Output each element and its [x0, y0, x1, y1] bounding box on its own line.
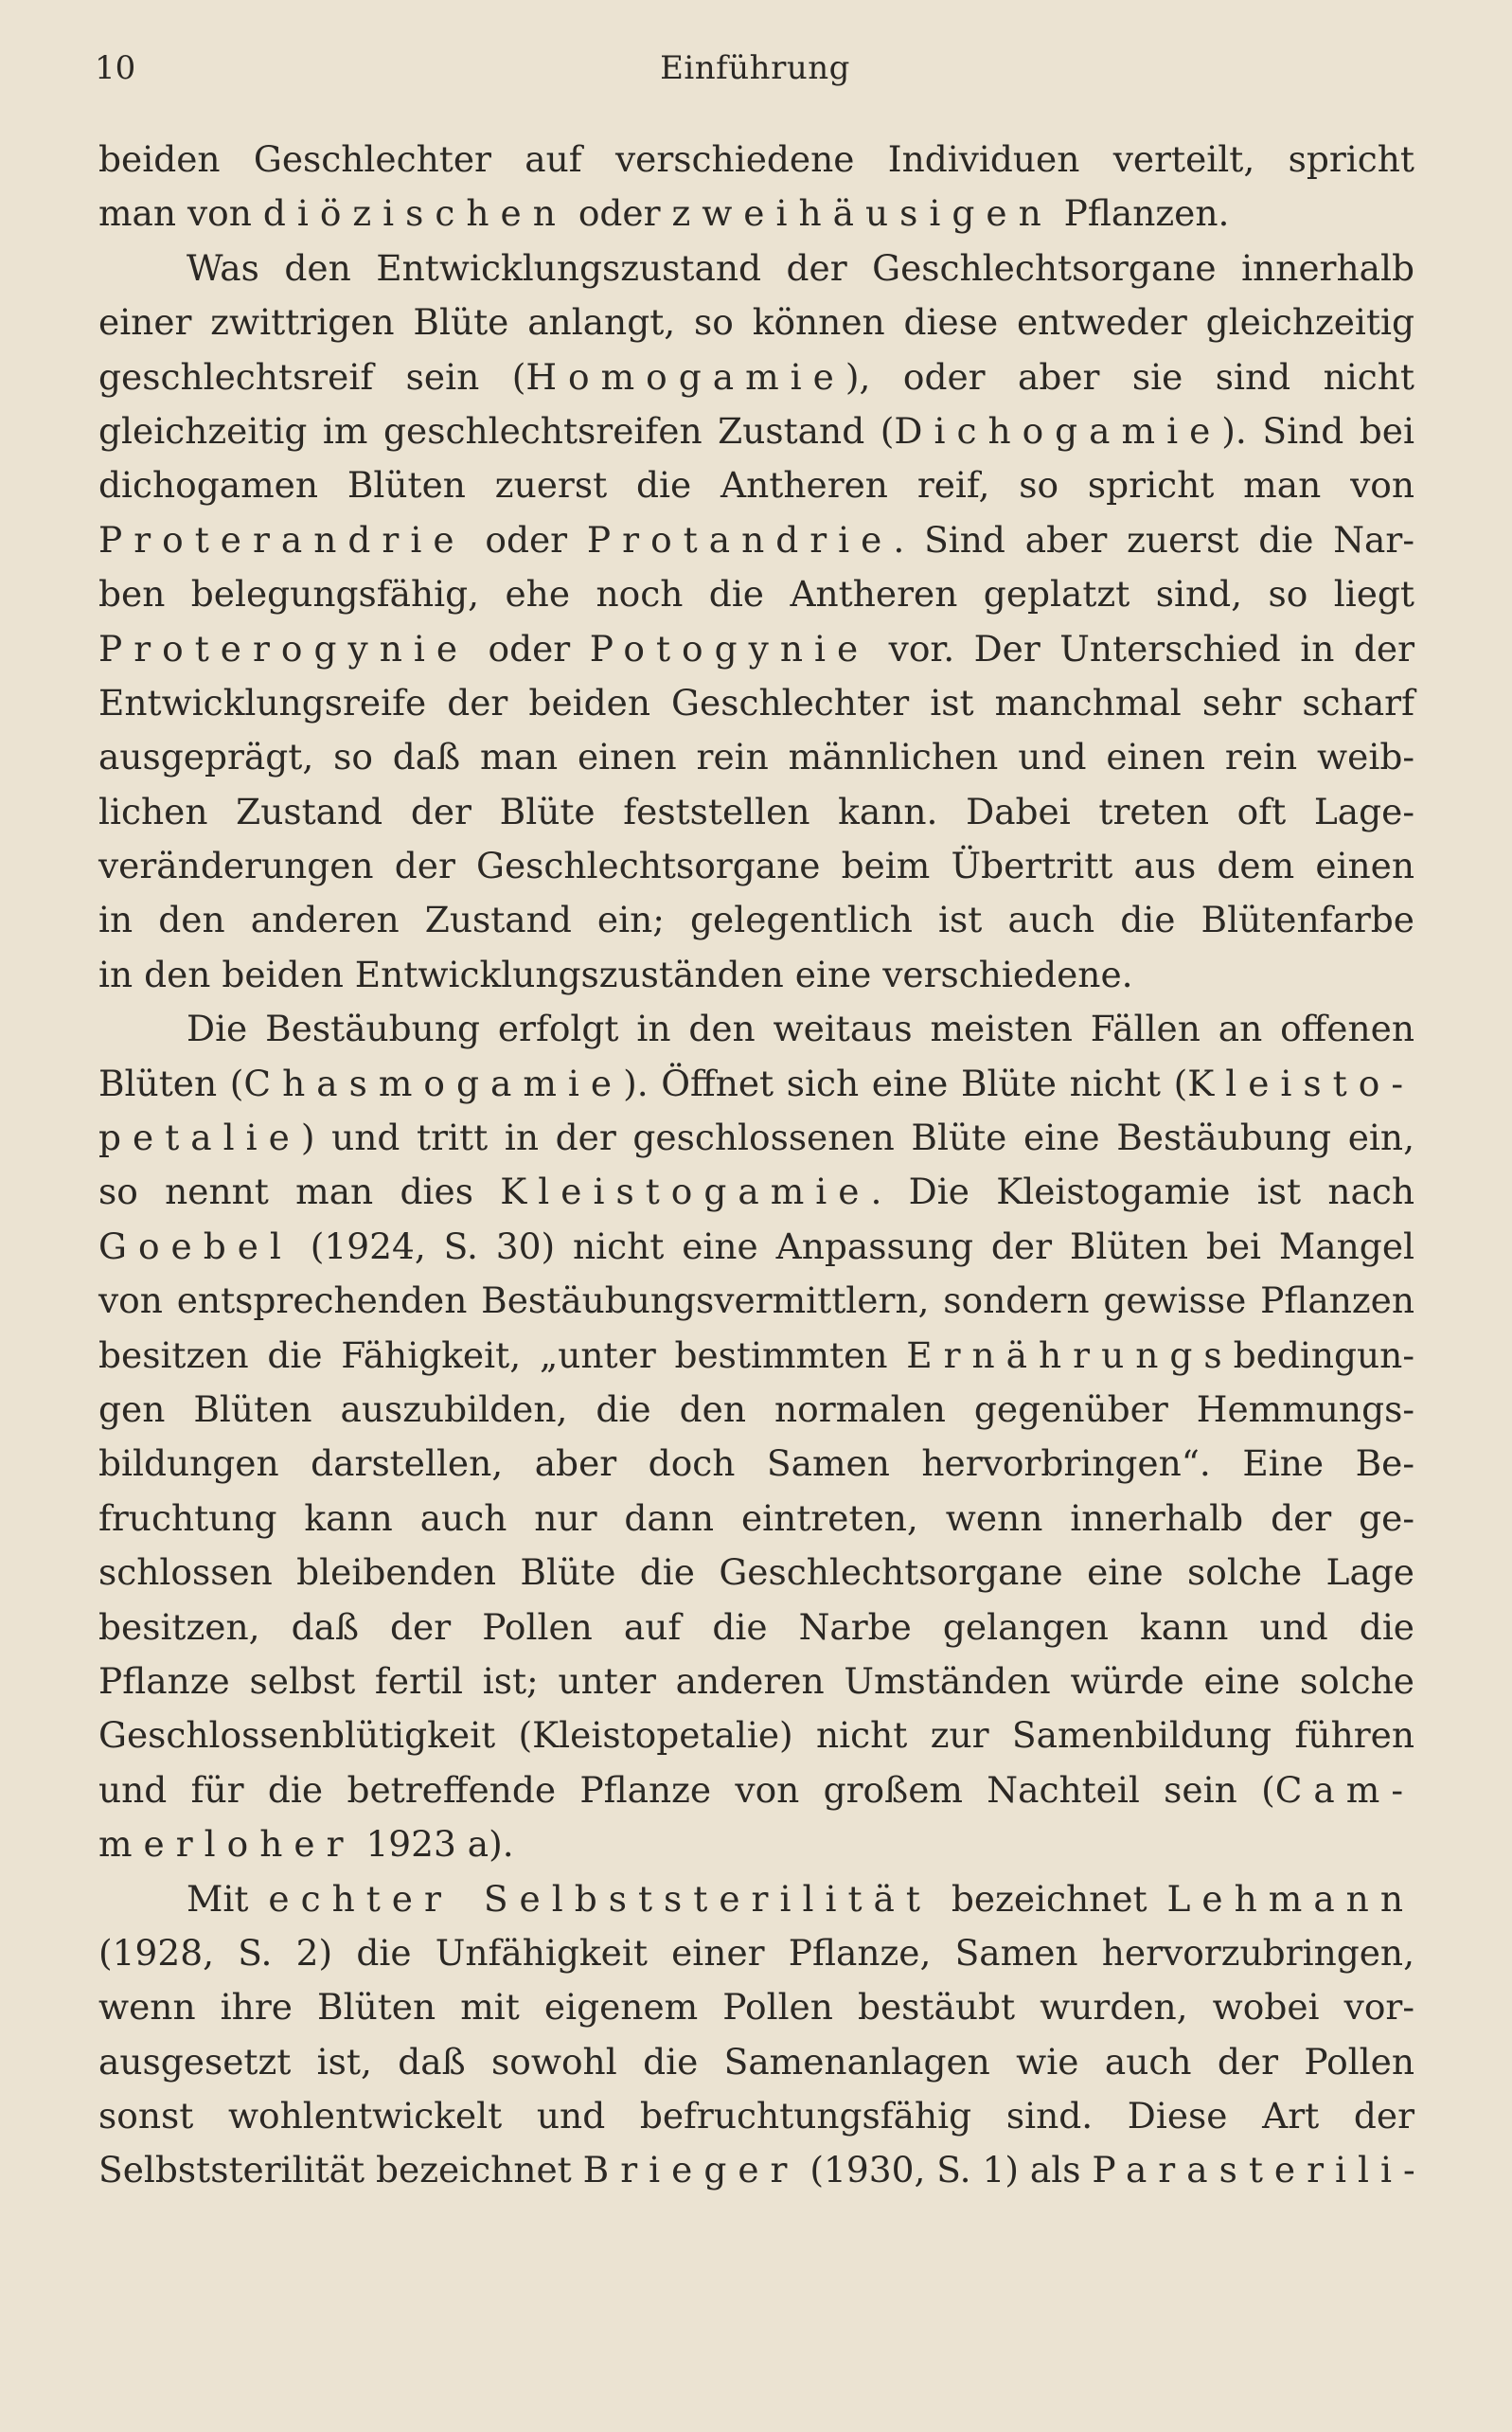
- text-line: [98, 1002, 1414, 1056]
- text-line: [98, 1546, 1414, 1600]
- text-line: [98, 133, 1414, 187]
- text-line: [98, 1708, 1414, 1762]
- text-segment: veränderungen der Geschlechtsorgane beim Übertritt aus dem einen: [98, 845, 1414, 887]
- text-line: [98, 676, 1414, 730]
- spaced-term: diözischen: [262, 192, 567, 235]
- text-segment: ausgeprägt, so daß man einen rein männlichen und einen rein weib-: [98, 736, 1414, 778]
- spaced-term: Dichogamie: [894, 409, 1222, 452]
- text-segment: ) und tritt in der geschlossenen Blüte eine Bestäubung ein,: [300, 1117, 1414, 1159]
- text-line: [98, 1980, 1414, 2034]
- text-segment: Pflanzen.: [1052, 192, 1230, 235]
- text-segment: schlossen bleibenden Blüte die Geschlechtsorgane eine solche Lage: [98, 1551, 1414, 1594]
- text-segment: besitzen, daß der Pollen auf die Narbe gelangen kann und die: [98, 1605, 1414, 1648]
- text-segment: in den anderen Zustand ein; gelegentlich ist auch die Blütenfarbe: [98, 899, 1414, 941]
- text-segment: gen Blüten auszubilden, die den normalen gegenüber Hemmungs-: [98, 1387, 1414, 1430]
- spaced-term: Proterogynie: [98, 627, 470, 670]
- spaced-term: Kleistogamie: [500, 1171, 871, 1213]
- running-title: Einführung: [660, 49, 850, 87]
- text-line: [98, 1329, 1414, 1383]
- text-segment: bezeichnet: [931, 1877, 1167, 1920]
- text-segment: gleichzeitig im geschlechtsreifen Zustand (: [98, 409, 895, 452]
- spaced-term: Proterandrie: [98, 518, 466, 561]
- text-segment: Blüten (: [98, 1062, 244, 1104]
- spaced-term: Lehmann: [1166, 1877, 1414, 1920]
- text-line: [98, 567, 1414, 621]
- spaced-term: Parasterili-: [1092, 2149, 1427, 2191]
- text-segment: und für die betreffende Pflanze von großem Nachteil sein (: [98, 1768, 1275, 1811]
- text-line: [98, 1872, 1414, 1926]
- text-segment: wenn ihre Blüten mit eigenem Pollen bestäubt wurden, wobei vor-: [98, 1986, 1414, 2029]
- spaced-term: echter Selbststerilität: [268, 1877, 932, 1920]
- text-segment: vor. Der Unterschied in der: [869, 627, 1414, 670]
- text-segment: ). Öffnet sich eine Blüte nicht (: [623, 1062, 1188, 1104]
- text-line: [98, 1600, 1414, 1654]
- text-segment: besitzen die Fähigkeit, „unter bestimmten: [98, 1333, 907, 1376]
- text-segment: in den beiden Entwicklungszuständen eine verschiedene.: [98, 953, 1133, 995]
- spaced-term: zweihäusigen: [671, 192, 1053, 235]
- text-segment: 1923 a).: [354, 1823, 514, 1866]
- text-line: [98, 1057, 1414, 1111]
- text-segment: beiden Geschlechter auf verschiedene Individuen verteilt, spricht: [98, 138, 1414, 180]
- text-line: [98, 1383, 1414, 1437]
- text-segment: ). Sind bei: [1221, 409, 1414, 452]
- text-line: [98, 1817, 1414, 1871]
- spaced-term: Chasmogamie: [243, 1062, 624, 1104]
- text-segment: ben belegungsfähig, ehe noch die Antheren geplatzt sind, so liegt: [98, 573, 1414, 616]
- text-line: [98, 295, 1414, 349]
- spaced-term: Potogynie: [589, 627, 870, 670]
- text-line: [98, 2035, 1414, 2089]
- text-line: [98, 1492, 1414, 1546]
- text-segment: man von: [98, 192, 263, 235]
- spaced-term: Kleisto-: [1187, 1062, 1414, 1104]
- text-segment: Was den Entwicklungszustand der Geschlechtsorgane innerhalb: [187, 246, 1414, 289]
- spaced-term: petalie: [98, 1117, 301, 1159]
- text-line: [98, 1437, 1414, 1491]
- text-segment: ausgesetzt ist, daß sowohl die Samenanlagen wie auch der Pollen: [98, 2040, 1414, 2083]
- text-segment: bildungen darstellen, aber doch Samen hervorbringen“. Eine Be-: [98, 1442, 1414, 1485]
- text-segment: Geschlossenblütigkeit (Kleistopetalie) nicht zur Samenbildung führen: [98, 1714, 1414, 1757]
- text-line: [98, 839, 1414, 893]
- text-line: [98, 893, 1414, 947]
- text-line: [98, 404, 1414, 458]
- text-segment: (1924, S. 30) nicht eine Anpassung der Blüten bei Mangel: [292, 1225, 1414, 1267]
- spaced-term: Protandrie: [586, 518, 894, 561]
- text-line: [98, 1763, 1414, 1817]
- text-line: [98, 622, 1414, 676]
- text-line: [98, 350, 1414, 404]
- text-segment: einer zwittrigen Blüte anlangt, so können diese entweder gleichzeitig: [98, 301, 1414, 344]
- text-segment: . Die Kleistogamie ist nach: [870, 1171, 1414, 1213]
- spaced-term: Cam-: [1274, 1768, 1414, 1811]
- text-line: [98, 241, 1414, 295]
- spaced-term: Ernährungs: [906, 1333, 1234, 1376]
- text-segment: lichen Zustand der Blüte feststellen kann. Dabei treten oft Lage-: [98, 790, 1414, 832]
- text-line: [98, 1274, 1414, 1328]
- body-text: [98, 133, 1427, 2198]
- text-line: [98, 1926, 1414, 1980]
- page-number: 10: [95, 49, 136, 87]
- spaced-term: Brieger: [582, 2149, 799, 2191]
- text-segment: sonst wohlentwickelt und befruchtungsfähig sind. Diese Art der: [98, 2095, 1414, 2137]
- text-line: [98, 1111, 1414, 1165]
- text-segment: Selbststerilität bezeichnet: [98, 2149, 583, 2191]
- text-segment: oder: [469, 627, 590, 670]
- text-segment: geschlechtsreif sein (: [98, 355, 526, 398]
- text-segment: bedingun-: [1233, 1333, 1414, 1376]
- page-header: [95, 49, 1415, 97]
- spaced-term: merloher: [98, 1823, 355, 1866]
- spaced-term: Homogamie: [525, 355, 845, 398]
- text-line: [98, 948, 1414, 1002]
- text-line: [98, 730, 1414, 784]
- text-segment: so nennt man dies: [98, 1171, 501, 1213]
- text-segment: Mit: [187, 1877, 269, 1920]
- spaced-term: Goebel: [98, 1225, 293, 1267]
- text-segment: oder: [566, 192, 672, 235]
- text-line: [98, 187, 1414, 241]
- text-segment: dichogamen Blüten zuerst die Antheren reif, so spricht man von: [98, 464, 1414, 507]
- text-segment: Entwicklungsreife der beiden Geschlechter ist manchmal sehr scharf: [98, 681, 1414, 724]
- text-segment: Die Bestäubung erfolgt in den weitaus meisten Fällen an offenen: [187, 1008, 1414, 1050]
- text-segment: oder: [465, 518, 587, 561]
- text-segment: . Sind aber zuerst die Nar-: [893, 518, 1415, 561]
- text-line: [98, 1165, 1414, 1219]
- text-line: [98, 785, 1414, 839]
- text-line: [98, 1654, 1414, 1708]
- text-line: [98, 2143, 1427, 2197]
- text-segment: Pflanze selbst fertil ist; unter anderen Umständen würde eine solche: [98, 1659, 1414, 1702]
- text-segment: von entsprechenden Bestäubungsvermittlern, sondern gewisse Pflanzen: [98, 1279, 1414, 1322]
- text-line: [98, 458, 1414, 512]
- text-line: [98, 513, 1414, 567]
- text-segment: (1930, S. 1) als: [798, 2149, 1093, 2191]
- text-line: [98, 1220, 1414, 1274]
- text-segment: fruchtung kann auch nur dann eintreten, wenn innerhalb der ge-: [98, 1496, 1414, 1539]
- text-segment: ), oder aber sie sind nicht: [845, 355, 1415, 398]
- text-line: [98, 2089, 1414, 2143]
- text-segment: (1928, S. 2) die Unfähigkeit einer Pflanze, Samen hervorzubringen,: [98, 1931, 1414, 1974]
